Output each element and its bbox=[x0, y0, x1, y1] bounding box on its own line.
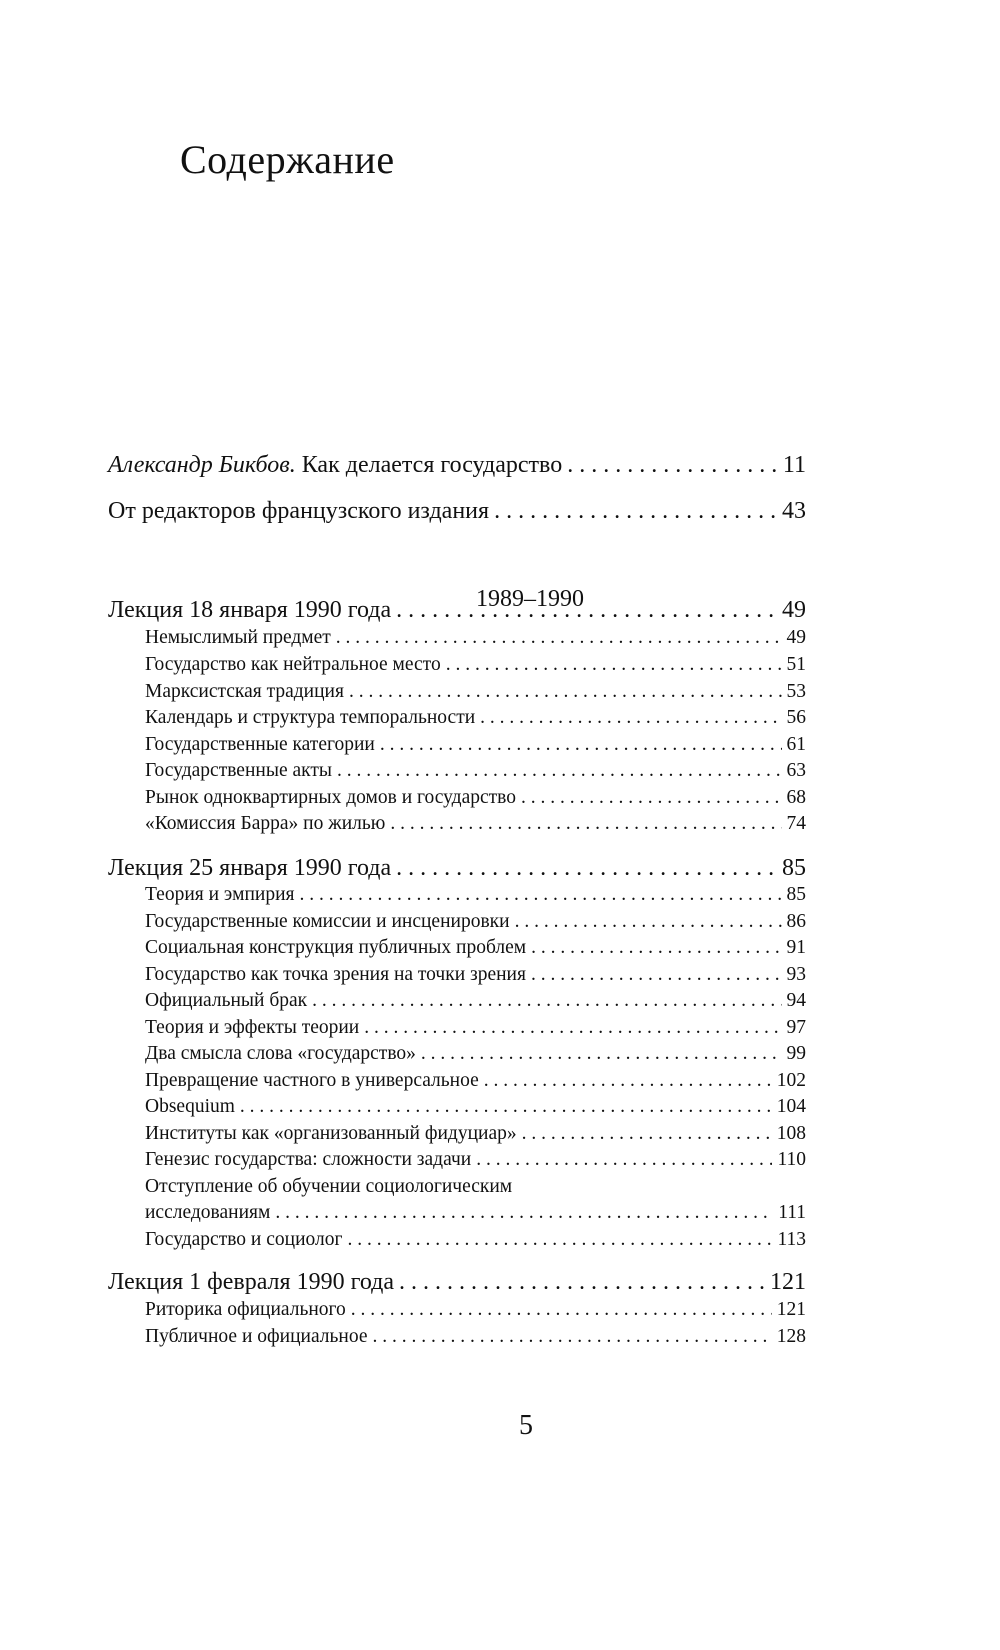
lecture-title: Лекция 1 февраля 1990 года bbox=[108, 1269, 394, 1295]
toc-item[interactable] bbox=[145, 1070, 806, 1092]
leader-dots bbox=[494, 498, 777, 525]
entry-title: От редакторов французского издания bbox=[108, 498, 490, 524]
leader-dots bbox=[531, 964, 782, 986]
item-page: 63 bbox=[786, 760, 806, 781]
item-title: Марксистская традиция bbox=[145, 681, 344, 702]
toc-item[interactable] bbox=[145, 990, 806, 1012]
page-number: 5 bbox=[519, 1410, 533, 1441]
toc-item[interactable] bbox=[145, 707, 806, 729]
item-title: Официальный брак bbox=[145, 990, 308, 1011]
item-page: 49 bbox=[786, 627, 806, 648]
entry-author: Александр Бикбов. bbox=[108, 452, 296, 478]
lecture-page: 121 bbox=[770, 1269, 806, 1295]
toc-item[interactable] bbox=[145, 1229, 806, 1251]
item-title: Социальная конструкция публичных проблем bbox=[145, 937, 527, 958]
item-title: Календарь и структура темпоральности bbox=[145, 707, 476, 728]
lecture-title: Лекция 18 января 1990 года bbox=[108, 597, 392, 623]
item-page: 113 bbox=[777, 1229, 806, 1250]
item-title: Obsequium bbox=[145, 1096, 235, 1117]
toc-item[interactable] bbox=[145, 654, 806, 676]
entry-page: 43 bbox=[782, 498, 806, 524]
toc-item[interactable] bbox=[145, 734, 806, 756]
item-page: 104 bbox=[776, 1096, 806, 1117]
leader-dots bbox=[299, 884, 781, 906]
item-page: 56 bbox=[786, 707, 806, 728]
item-title: Теория и эффекты теории bbox=[145, 1017, 360, 1038]
leader-dots bbox=[396, 855, 777, 882]
leader-dots bbox=[484, 1070, 772, 1092]
item-title: Государство как нейтральное место bbox=[145, 654, 441, 675]
item-page: 99 bbox=[786, 1043, 806, 1064]
lecture-page: 85 bbox=[782, 855, 806, 881]
leader-dots bbox=[347, 1229, 772, 1251]
item-title: Публичное и официальное bbox=[145, 1326, 368, 1347]
item-title: «Комиссия Барра» по жилью bbox=[145, 813, 386, 834]
leader-dots bbox=[240, 1096, 772, 1118]
toc-item[interactable] bbox=[145, 627, 806, 649]
leader-dots bbox=[364, 1017, 781, 1039]
toc-item[interactable] bbox=[145, 681, 806, 703]
leader-dots bbox=[351, 1299, 772, 1321]
item-page: 51 bbox=[786, 654, 806, 675]
leader-dots bbox=[372, 1326, 771, 1348]
leader-dots bbox=[399, 1269, 765, 1296]
toc-entry-editors[interactable] bbox=[108, 498, 806, 525]
toc-lecture-3[interactable] bbox=[108, 1269, 806, 1296]
toc-item[interactable] bbox=[145, 1096, 806, 1118]
leader-dots bbox=[275, 1202, 773, 1224]
item-title: Государственные комиссии и инсценировки bbox=[145, 911, 510, 932]
leader-dots bbox=[531, 937, 781, 959]
item-title: Превращение частного в универсальное bbox=[145, 1070, 479, 1091]
toc-item[interactable] bbox=[145, 1123, 806, 1145]
toc-item[interactable] bbox=[145, 1043, 806, 1065]
toc-item[interactable] bbox=[145, 760, 806, 782]
leader-dots bbox=[312, 990, 781, 1012]
item-title: Немыслимый предмет bbox=[145, 627, 331, 648]
toc-item[interactable] bbox=[145, 1326, 806, 1348]
toc-item[interactable] bbox=[145, 911, 806, 933]
item-page: 110 bbox=[777, 1149, 806, 1170]
page-title: Содержание bbox=[180, 137, 395, 182]
toc-entry-bikbov[interactable] bbox=[108, 452, 806, 479]
leader-dots bbox=[421, 1043, 782, 1065]
leader-dots bbox=[567, 452, 778, 479]
leader-dots bbox=[480, 707, 781, 729]
toc-item[interactable] bbox=[145, 1202, 806, 1224]
toc-item[interactable] bbox=[145, 787, 806, 809]
toc-item[interactable] bbox=[145, 937, 806, 959]
item-title: Государство и социолог bbox=[145, 1229, 343, 1250]
item-title: Риторика официального bbox=[145, 1299, 346, 1320]
item-title: Два смысла слова «государство» bbox=[145, 1043, 416, 1064]
item-title-line1[interactable]: Отступление об обучении социологическим bbox=[145, 1176, 513, 1197]
toc-item[interactable] bbox=[145, 813, 806, 835]
leader-dots bbox=[390, 813, 781, 835]
item-title: исследованиям bbox=[145, 1202, 271, 1223]
year-heading: 1989–1990 bbox=[476, 586, 584, 612]
item-page: 93 bbox=[786, 964, 806, 985]
item-page: 121 bbox=[776, 1299, 806, 1320]
toc-item[interactable] bbox=[145, 884, 806, 906]
leader-dots bbox=[446, 654, 782, 676]
leader-dots bbox=[336, 627, 782, 649]
item-page: 128 bbox=[776, 1326, 806, 1347]
leader-dots bbox=[349, 681, 782, 703]
leader-dots bbox=[522, 1123, 772, 1145]
item-page: 111 bbox=[778, 1202, 806, 1223]
item-title: Государство как точка зрения на точки зрения bbox=[145, 964, 526, 985]
item-page: 102 bbox=[776, 1070, 806, 1091]
item-title: Рынок одноквартирных домов и государство bbox=[145, 787, 516, 808]
item-page: 53 bbox=[786, 681, 806, 702]
item-title: Государственные категории bbox=[145, 734, 375, 755]
toc-item[interactable] bbox=[145, 1299, 806, 1321]
item-title: Институты как «организованный фидуциар» bbox=[145, 1123, 517, 1144]
toc-lecture-2[interactable] bbox=[108, 855, 806, 882]
leader-dots bbox=[380, 734, 782, 756]
toc-item[interactable] bbox=[145, 964, 806, 986]
toc-item[interactable] bbox=[145, 1149, 806, 1171]
lecture-page: 49 bbox=[782, 597, 806, 623]
item-page: 85 bbox=[786, 884, 806, 905]
leader-dots bbox=[521, 787, 782, 809]
item-page: 61 bbox=[786, 734, 806, 755]
item-page: 68 bbox=[786, 787, 806, 808]
lecture-title: Лекция 25 января 1990 года bbox=[108, 855, 392, 881]
toc-item[interactable] bbox=[145, 1017, 806, 1039]
item-page: 94 bbox=[786, 990, 806, 1011]
entry-page: 11 bbox=[782, 452, 806, 478]
leader-dots bbox=[476, 1149, 772, 1171]
item-page: 97 bbox=[786, 1017, 806, 1038]
item-page: 91 bbox=[786, 937, 806, 958]
item-title: Теория и эмпирия bbox=[145, 884, 295, 905]
leader-dots bbox=[337, 760, 782, 782]
item-title: Генезис государства: сложности задачи bbox=[145, 1149, 472, 1170]
item-page: 86 bbox=[786, 911, 806, 932]
entry-title: Как делается государство bbox=[295, 452, 563, 478]
leader-dots bbox=[515, 911, 782, 933]
item-title: Государственные акты bbox=[145, 760, 332, 781]
item-page: 74 bbox=[786, 813, 806, 834]
item-page: 108 bbox=[776, 1123, 806, 1144]
